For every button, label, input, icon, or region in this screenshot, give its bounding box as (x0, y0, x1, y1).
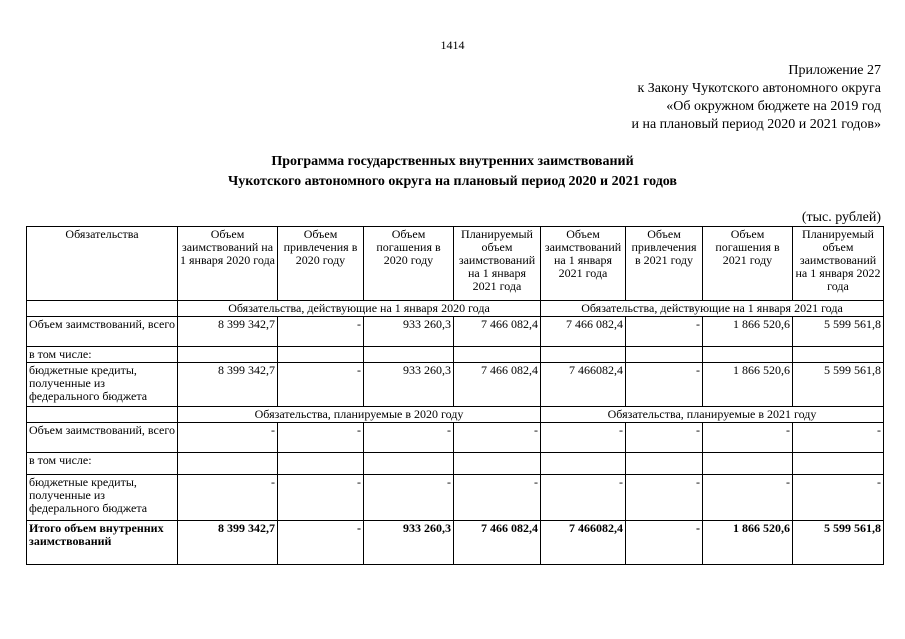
table-cell (626, 453, 703, 475)
table-cell (793, 453, 884, 475)
table-cell: - (626, 475, 703, 521)
table-cell (793, 347, 884, 363)
table-cell: - (626, 521, 703, 565)
table-cell: - (793, 475, 884, 521)
row-label: Объем заимствований, всего (27, 423, 178, 453)
table-cell (178, 347, 278, 363)
table-cell: 933 260,3 (364, 317, 454, 347)
table-cell (541, 347, 626, 363)
appendix-line: Приложение 27 (788, 63, 881, 78)
table-cell: 7 466 082,4 (454, 363, 541, 407)
table-cell (178, 453, 278, 475)
appendix-line: «Об окружном бюджете на 2019 год (666, 99, 881, 114)
table-cell: - (626, 423, 703, 453)
table-cell: 7 466082,4 (541, 363, 626, 407)
table-cell: - (278, 521, 364, 565)
table-cell: 8 399 342,7 (178, 521, 278, 565)
row-label: бюджетные кредиты, полученные из федерального бюджета (27, 475, 178, 521)
table-cell: 1 866 520,6 (703, 363, 793, 407)
document-title (0, 152, 905, 192)
column-header: Объем заимствований на 1 января 2021 года (541, 227, 626, 301)
table-cell: - (626, 363, 703, 407)
header-row (27, 227, 884, 301)
row-label: в том числе: (27, 453, 178, 475)
table-cell: - (541, 475, 626, 521)
row-label: Объем заимствований, всего (27, 317, 178, 347)
table-cell: - (793, 423, 884, 453)
table-row (27, 363, 884, 407)
title-line: Чукотского автономного округа на плановый период 2020 и 2021 годов (227, 174, 677, 189)
table-cell: - (364, 475, 454, 521)
column-header: Объем погашения в 2021 году (703, 227, 793, 301)
table-cell: - (178, 423, 278, 453)
table-cell: 7 466 082,4 (541, 317, 626, 347)
appendix-line: к Закону Чукотского автономного округа (637, 81, 881, 96)
table-cell: - (454, 423, 541, 453)
table-row (27, 347, 884, 363)
title-line: Программа государственных внутренних заимствований (271, 154, 634, 169)
table-cell (364, 453, 454, 475)
table-cell (454, 453, 541, 475)
row-label: бюджетные кредиты, полученные из федерального бюджета (27, 363, 178, 407)
column-header: Обязательства (27, 227, 178, 301)
table-cell: - (364, 423, 454, 453)
section-row (27, 407, 884, 423)
table-cell (278, 453, 364, 475)
table-cell: 8 399 342,7 (178, 363, 278, 407)
table-cell: 1 866 520,6 (703, 317, 793, 347)
section-header: Обязательства, планируемые в 2021 году (541, 407, 884, 423)
page-number: 1414 (440, 38, 465, 52)
table-cell (626, 347, 703, 363)
column-header: Планируемый объем заимствований на 1 января 2022 года (793, 227, 884, 301)
column-header: Объем заимствований на 1 января 2020 года (178, 227, 278, 301)
table-cell: 5 599 561,8 (793, 317, 884, 347)
table-cell (454, 347, 541, 363)
units-label: (тыс. рублей) (801, 210, 881, 225)
borrowings-table (26, 226, 884, 565)
column-header: Объем погашения в 2020 году (364, 227, 454, 301)
table-cell: - (278, 363, 364, 407)
table-row (27, 475, 884, 521)
table-cell (703, 347, 793, 363)
table-cell: 7 466 082,4 (454, 521, 541, 565)
table-cell: 1 866 520,6 (703, 521, 793, 565)
row-label: Итого объем внутренних заимствований (27, 521, 178, 565)
section-header: Обязательства, действующие на 1 января 2021 года (541, 301, 884, 317)
table-cell: 933 260,3 (364, 521, 454, 565)
table-cell (278, 347, 364, 363)
column-header: Планируемый объем заимствований на 1 января 2021 года (454, 227, 541, 301)
section-row (27, 301, 884, 317)
appendix-line: и на плановый период 2020 и 2021 годов» (631, 117, 881, 132)
table-cell: - (278, 423, 364, 453)
table-cell: 5 599 561,8 (793, 363, 884, 407)
table-cell: - (278, 317, 364, 347)
table-cell: - (626, 317, 703, 347)
table-cell: 7 466 082,4 (454, 317, 541, 347)
table-cell: - (703, 423, 793, 453)
table-cell: 7 466082,4 (541, 521, 626, 565)
table-cell: - (703, 475, 793, 521)
table-cell: - (454, 475, 541, 521)
total-row (27, 521, 884, 565)
table-cell (541, 453, 626, 475)
section-header: Обязательства, действующие на 1 января 2020 года (178, 301, 541, 317)
table-cell (703, 453, 793, 475)
table-row (27, 453, 884, 475)
column-header: Объем привлечения в 2021 году (626, 227, 703, 301)
row-label: в том числе: (27, 347, 178, 363)
section-header: Обязательства, планируемые в 2020 году (178, 407, 541, 423)
table-row (27, 317, 884, 347)
appendix-reference (631, 62, 881, 134)
table-cell: 933 260,3 (364, 363, 454, 407)
table-cell: - (178, 475, 278, 521)
table-cell: - (541, 423, 626, 453)
table-cell: 8 399 342,7 (178, 317, 278, 347)
column-header: Объем привлечения в 2020 году (278, 227, 364, 301)
table-cell: - (278, 475, 364, 521)
table-cell (364, 347, 454, 363)
table-row (27, 423, 884, 453)
table-cell: 5 599 561,8 (793, 521, 884, 565)
